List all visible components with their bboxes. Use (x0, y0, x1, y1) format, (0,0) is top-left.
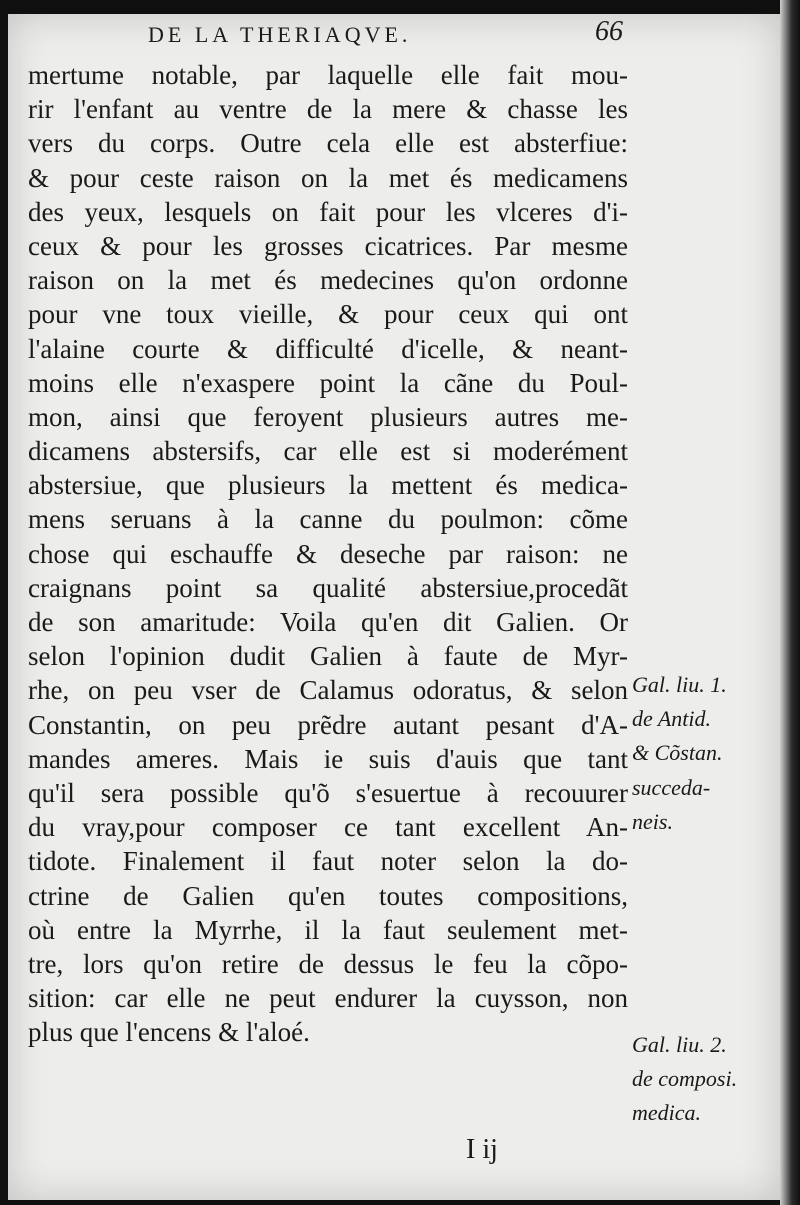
text-line: plus que l'encens & l'aloé. (28, 1017, 310, 1048)
text-line: rhe, on peu vser de Calamus odoratus, & selon (28, 675, 628, 706)
text-line: vers du corps. Outre cela elle est absterfiue: (28, 128, 628, 159)
marginal-line: de composi. (632, 1066, 738, 1092)
body-text (28, 58, 628, 1049)
marginal-line: succeda- (632, 774, 711, 800)
text-line: de son amaritude: Voila qu'en dit Galien. Or (28, 607, 628, 637)
text-line: raison on la met és medecines qu'on ordonne (28, 265, 628, 296)
text-line: & pour ceste raison on la met és medicamens (28, 162, 628, 193)
text-line: rir l'enfant au ventre de la mere & chasse les (28, 94, 628, 125)
running-title: DE LA THERIAQVE. (148, 22, 412, 47)
marginal-line: & Cõstan. (632, 740, 723, 766)
text-line: l'alaine courte & difficulté d'icelle, & neant- (28, 333, 628, 364)
text-line: mon, ainsi que feroyent plusieurs autres me- (28, 401, 628, 432)
text-line: abstersiue, que plusieurs la mettent és medica- (28, 470, 628, 501)
text-line: ceux & pour les grosses cicatrices. Par mesme (28, 230, 628, 261)
text-line: chose qui eschauffe & deseche par raison: ne (28, 538, 628, 569)
text-line: sition: car elle ne peut endurer la cuysson, non (28, 983, 628, 1014)
signature-mark: I ij (466, 1134, 498, 1165)
page-edge-shadow (780, 0, 800, 1205)
text-line: des yeux, lesquels on fait pour les vlceres d'i- (28, 196, 628, 227)
text-line: tre, lors qu'on retire de dessus le feu la cõpo- (28, 948, 628, 979)
text-line: mandes ameres. Mais ie suis d'auis que tant (28, 743, 628, 774)
text-line: pour vne toux vieille, & pour ceux qui ont (28, 299, 628, 330)
text-line: qu'il sera possible qu'õ s'esuertue à recouurer (28, 777, 628, 808)
marginal-line: neis. (632, 808, 673, 834)
text-line: ctrine de Galien qu'en toutes compositions, (28, 880, 628, 911)
marginal-line: Gal. liu. 2. (632, 1032, 727, 1057)
text-line: du vray,pour composer ce tant excellent An- (28, 812, 628, 843)
text-line: craignans point sa qualité abstersiue,procedãt (28, 572, 628, 603)
text-line: mens seruans à la canne du poulmon: cõme (28, 504, 628, 535)
text-line: mertume notable, par laquelle elle fait mou- (28, 60, 628, 90)
marginal-note-galen-compositions (632, 1028, 772, 1131)
text-line: moins elle n'exaspere point la cãne du Poul- (28, 367, 628, 398)
marginal-line: de Antid. (632, 706, 712, 732)
text-line: dicamens abstersifs, car elle est si moderément (28, 436, 628, 467)
text-line: tidote. Finalement il faut noter selon la do- (28, 846, 628, 877)
text-line: selon l'opinion dudit Galien à faute de Myr- (28, 641, 628, 672)
marginal-line: Gal. liu. 1. (632, 672, 727, 697)
text-line: où entre la Myrrhe, il la faut seulement met- (28, 914, 628, 945)
marginal-note-galen-antidotes (632, 668, 772, 839)
text-line: Constantin, on peu prẽdre autant pesant d'A- (28, 709, 628, 740)
marginal-line: medica. (632, 1100, 702, 1126)
page-number: 66 (595, 16, 623, 47)
